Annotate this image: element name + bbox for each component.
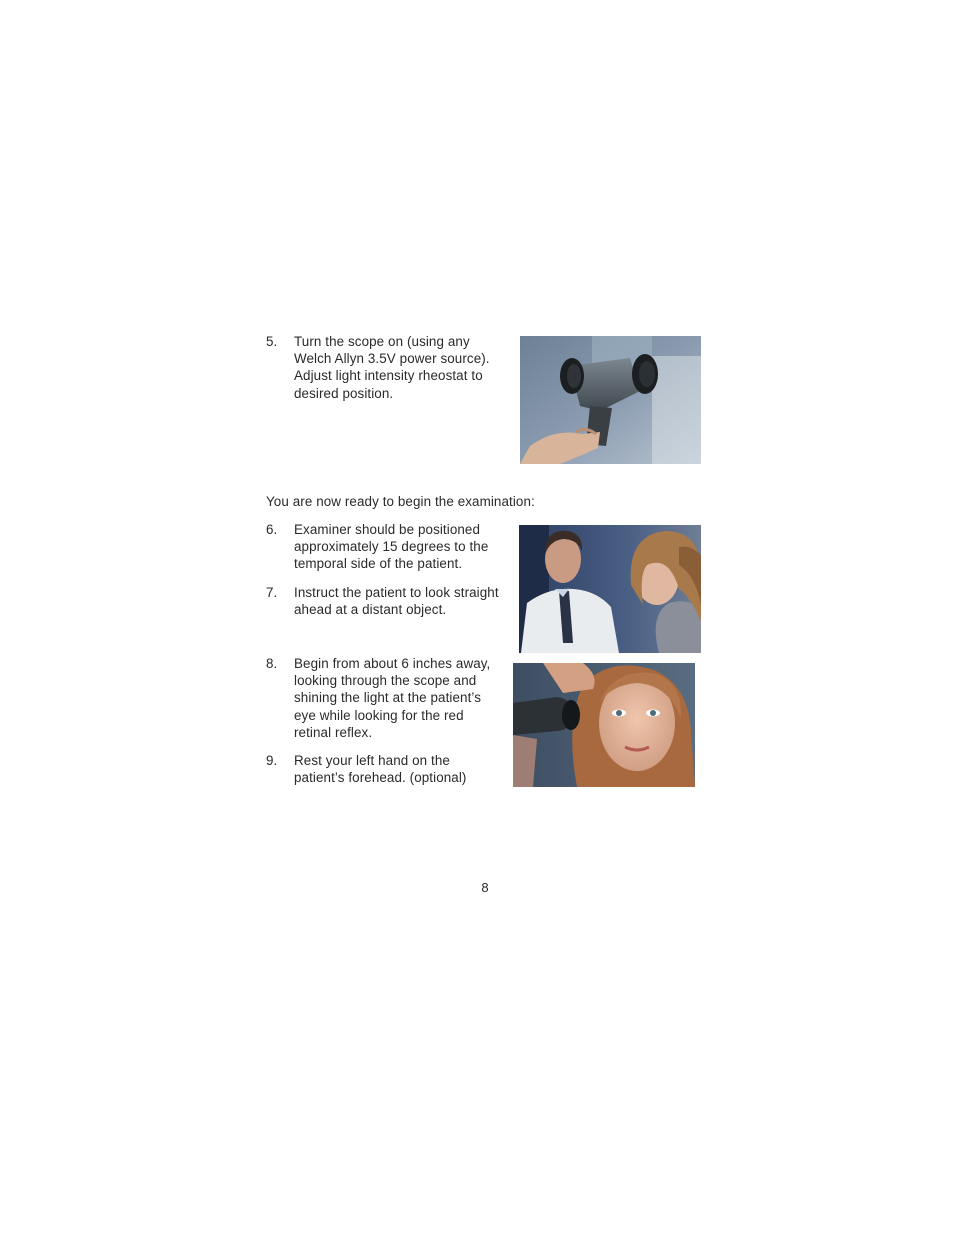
step-text: Begin from about 6 inches away, looking through the scope and shining the light at the patient’s eye while looking for the red retinal reflex. xyxy=(294,656,491,740)
step-5 xyxy=(266,333,506,403)
step-text: Rest your left hand on the patient’s forehead. (optional) xyxy=(294,753,467,786)
step-number: 6. xyxy=(266,522,278,537)
step-text: Examiner should be positioned approximately 15 degrees to the temporal side of the patient. xyxy=(294,522,489,572)
examiner-patient-photo xyxy=(519,525,701,653)
patient-exam-photo xyxy=(513,663,695,787)
step-number: 9. xyxy=(266,753,278,768)
intro-text: You are now ready to begin the examination: xyxy=(266,494,535,509)
step-6 xyxy=(266,521,511,575)
step-8 xyxy=(266,655,511,745)
page-number: 8 xyxy=(481,880,489,895)
step-text: Instruct the patient to look straight ahead at a distant object. xyxy=(294,585,499,618)
step-text: Turn the scope on (using any Welch Allyn 3.5V power source). Adjust light intensity rheostat to desired position. xyxy=(294,334,490,401)
step-7 xyxy=(266,584,511,620)
step-number: 5. xyxy=(266,334,278,349)
step-number: 7. xyxy=(266,585,278,600)
ophthalmoscope-photo xyxy=(520,336,701,464)
step-9 xyxy=(266,752,511,788)
step-number: 8. xyxy=(266,656,278,671)
